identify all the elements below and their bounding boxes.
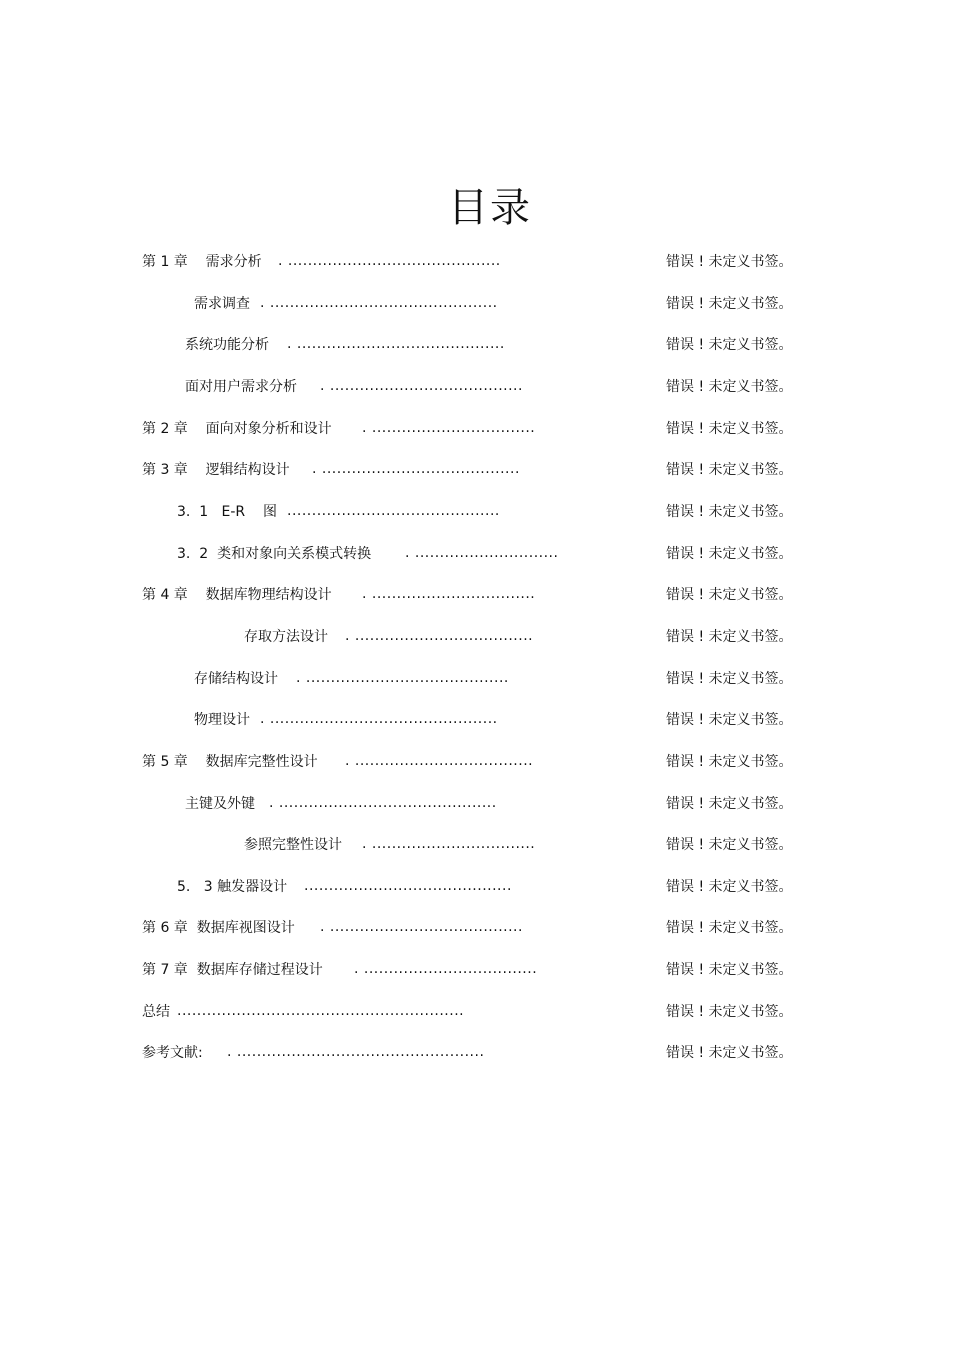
toc-entry-page: 错误 ! 未定义书签。 bbox=[666, 421, 793, 437]
toc-entry[interactable] bbox=[0, 292, 950, 316]
toc-leader-dots: . ........................................ bbox=[312, 461, 520, 477]
toc-entry-page: 错误 ! 未定义书签。 bbox=[666, 1045, 793, 1061]
toc-entry-page: 错误 ! 未定义书签。 bbox=[666, 712, 793, 728]
toc-leader-dots: . .................................... bbox=[345, 753, 534, 769]
toc-entry-page: 错误 ! 未定义书签。 bbox=[666, 962, 793, 978]
toc-leader-dots: . ............................. bbox=[405, 545, 559, 561]
toc-entry[interactable] bbox=[0, 333, 950, 357]
toc-entry-label: 系统功能分析 bbox=[185, 337, 269, 353]
toc-entry-label: 物理设计 bbox=[194, 712, 250, 728]
toc-entry[interactable] bbox=[0, 417, 950, 441]
toc-entry-label: 第 7 章 数据库存储过程设计 bbox=[142, 962, 323, 978]
toc-entry-page: 错误 ! 未定义书签。 bbox=[666, 587, 793, 603]
toc-entry-label: 第 3 章 逻辑结构设计 bbox=[142, 462, 290, 478]
toc-entry-label: 存储结构设计 bbox=[194, 671, 278, 687]
toc-entry[interactable] bbox=[0, 1041, 950, 1065]
toc-entry-label: 面对用户需求分析 bbox=[185, 379, 297, 395]
toc-entry[interactable] bbox=[0, 542, 950, 566]
toc-leader-dots: . ................................... bbox=[354, 961, 538, 977]
toc-leader-dots: . .......................................... bbox=[287, 336, 505, 352]
toc-entry-label: 第 2 章 面向对象分析和设计 bbox=[142, 421, 332, 437]
toc-entry-page: 错误 ! 未定义书签。 bbox=[666, 754, 793, 770]
toc-entry-label: 5. 3 触发器设计 bbox=[177, 879, 288, 895]
toc-entry-page: 错误 ! 未定义书签。 bbox=[666, 837, 793, 853]
toc-entry-label: 3. 2 类和对象向关系模式转换 bbox=[177, 546, 372, 562]
toc-leader-dots: . .................................... bbox=[345, 628, 534, 644]
toc-entry[interactable] bbox=[0, 833, 950, 857]
toc-leader-dots: .......................................................... bbox=[177, 1003, 465, 1019]
toc-entry[interactable] bbox=[0, 1000, 950, 1024]
toc-leader-dots: . .............................................. bbox=[260, 295, 498, 311]
toc-entry-page: 错误 ! 未定义书签。 bbox=[666, 296, 793, 312]
toc-entry-label: 需求调查 bbox=[194, 296, 250, 312]
toc-entry-page: 错误 ! 未定义书签。 bbox=[666, 504, 793, 520]
toc-entry[interactable] bbox=[0, 500, 950, 524]
toc-entry[interactable] bbox=[0, 708, 950, 732]
toc-leader-dots: ........................................... bbox=[287, 503, 500, 519]
toc-leader-dots: . .............................................. bbox=[260, 711, 498, 727]
toc-entry[interactable] bbox=[0, 750, 950, 774]
toc-entry[interactable] bbox=[0, 625, 950, 649]
toc-leader-dots: .......................................... bbox=[304, 878, 512, 894]
toc-leader-dots: . ................................. bbox=[362, 586, 536, 602]
toc-leader-dots: . ............................................ bbox=[269, 795, 497, 811]
toc-entry-label: 总结 bbox=[142, 1004, 170, 1020]
toc-entry-page: 错误 ! 未定义书签。 bbox=[666, 1004, 793, 1020]
toc-title: 目录 bbox=[448, 185, 532, 231]
toc-entry-page: 错误 ! 未定义书签。 bbox=[666, 254, 793, 270]
toc-leader-dots: . .................................................. bbox=[227, 1044, 485, 1060]
toc-entry-page: 错误 ! 未定义书签。 bbox=[666, 796, 793, 812]
toc-entry[interactable] bbox=[0, 958, 950, 982]
toc-entry-page: 错误 ! 未定义书签。 bbox=[666, 920, 793, 936]
toc-entry-page: 错误 ! 未定义书签。 bbox=[666, 671, 793, 687]
toc-entry-label: 第 4 章 数据库物理结构设计 bbox=[142, 587, 332, 603]
toc-entry-label: 第 6 章 数据库视图设计 bbox=[142, 920, 295, 936]
toc-entry-label: 第 5 章 数据库完整性设计 bbox=[142, 754, 318, 770]
toc-leader-dots: . ........................................... bbox=[278, 253, 501, 269]
toc-entry[interactable] bbox=[0, 792, 950, 816]
toc-leader-dots: . ................................. bbox=[362, 420, 536, 436]
toc-entry[interactable] bbox=[0, 875, 950, 899]
toc-leader-dots: . ......................................... bbox=[296, 670, 509, 686]
toc-entry[interactable] bbox=[0, 916, 950, 940]
toc-leader-dots: . ....................................... bbox=[320, 378, 523, 394]
toc-entry-page: 错误 ! 未定义书签。 bbox=[666, 337, 793, 353]
toc-entry-page: 错误 ! 未定义书签。 bbox=[666, 546, 793, 562]
toc-entry-label: 第 1 章 需求分析 bbox=[142, 254, 262, 270]
toc-entry[interactable] bbox=[0, 250, 950, 274]
toc-entry-label: 主键及外键 bbox=[185, 796, 255, 812]
toc-entry-label: 参照完整性设计 bbox=[244, 837, 342, 853]
toc-entry-page: 错误 ! 未定义书签。 bbox=[666, 879, 793, 895]
toc-entry-page: 错误 ! 未定义书签。 bbox=[666, 462, 793, 478]
toc-entry[interactable] bbox=[0, 458, 950, 482]
toc-entry[interactable] bbox=[0, 583, 950, 607]
toc-leader-dots: . ....................................... bbox=[320, 919, 523, 935]
toc-leader-dots: . ................................. bbox=[362, 836, 536, 852]
toc-entry-page: 错误 ! 未定义书签。 bbox=[666, 379, 793, 395]
toc-entry-label: 3. 1 E-R 图 bbox=[177, 504, 277, 520]
toc-entry[interactable] bbox=[0, 375, 950, 399]
toc-entry-page: 错误 ! 未定义书签。 bbox=[666, 629, 793, 645]
toc-entry-label: 存取方法设计 bbox=[244, 629, 328, 645]
toc-entry[interactable] bbox=[0, 667, 950, 691]
toc-entry-label: 参考文献: bbox=[142, 1045, 203, 1061]
